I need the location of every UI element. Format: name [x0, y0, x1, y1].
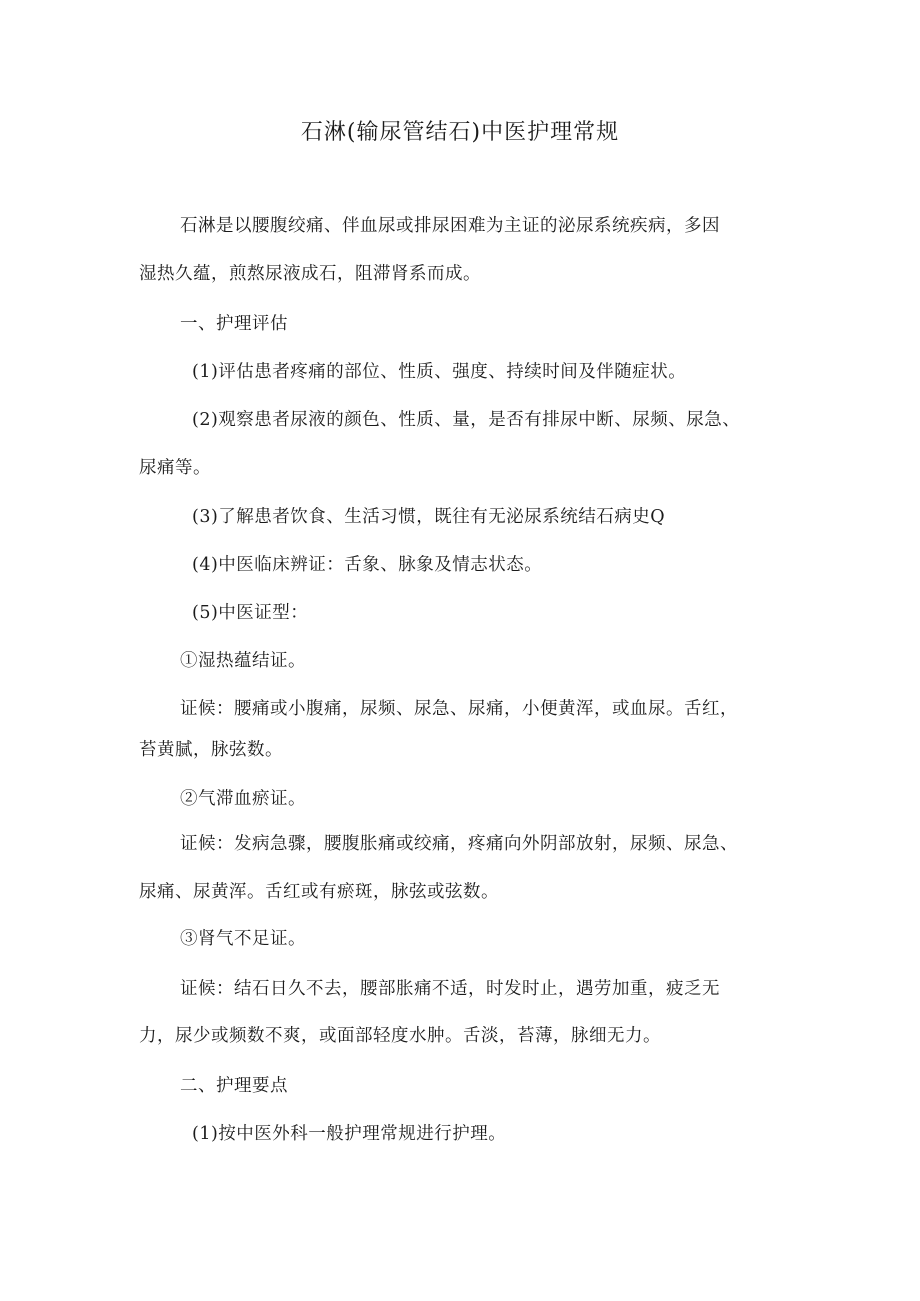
section1-heading: 一、护理评估 — [180, 314, 288, 334]
nursing-point-1: (1)按中医外科一般护理常规进行护理。 — [192, 1124, 507, 1144]
syndrome-type-1-symptoms-line-1: 证候：腰痛或小腹痛，尿频、尿急、尿痛，小便黄浑，或血尿。舌红， — [180, 699, 738, 719]
syndrome-type-2-symptoms-line-1: 证候：发病急骤，腰腹胀痛或绞痛，疼痛向外阴部放射，尿频、尿急、 — [180, 834, 738, 854]
intro-line-2: 湿热久蕴，煎熬尿液成石，阻滞肾系而成。 — [139, 264, 481, 284]
syndrome-type-1: ①湿热蕴结证。 — [180, 651, 306, 671]
syndrome-type-3-symptoms-line-1: 证候：结石日久不去，腰部胀痛不适，时发时止，遇劳加重，疲乏无 — [180, 979, 720, 999]
section2-heading: 二、护理要点 — [180, 1076, 288, 1096]
assessment-item-2-line-2: 尿痛等。 — [139, 458, 211, 478]
assessment-item-1: (1)评估患者疼痛的部位、性质、强度、持续时间及伴随症状。 — [192, 362, 687, 382]
document-title: 石淋(输尿管结石)中医护理常规 — [300, 120, 620, 145]
syndrome-type-2-symptoms-line-2: 尿痛、尿黄浑。舌红或有瘀斑，脉弦或弦数。 — [139, 882, 499, 902]
syndrome-type-3-symptoms-line-2: 力，尿少或频数不爽，或面部轻度水肿。舌淡，苔薄，脉细无力。 — [139, 1026, 661, 1046]
assessment-item-3: (3)了解患者饮食、生活习惯，既往有无泌尿系统结石病史Q — [192, 507, 666, 527]
assessment-item-4: (4)中医临床辨证：舌象、脉象及情志状态。 — [192, 555, 543, 575]
assessment-item-2-line-1: (2)观察患者尿液的颜色、性质、量，是否有排尿中断、尿频、尿急、 — [192, 410, 741, 430]
syndrome-type-3: ③肾气不足证。 — [180, 929, 306, 949]
intro-line-1: 石淋是以腰腹绞痛、伴血尿或排尿困难为主证的泌尿系统疾病，多因 — [180, 216, 720, 236]
assessment-item-5: (5)中医证型： — [192, 603, 309, 623]
syndrome-type-1-symptoms-line-2: 苔黄腻，脉弦数。 — [139, 740, 283, 760]
syndrome-type-2: ②气滞血瘀证。 — [180, 789, 306, 809]
